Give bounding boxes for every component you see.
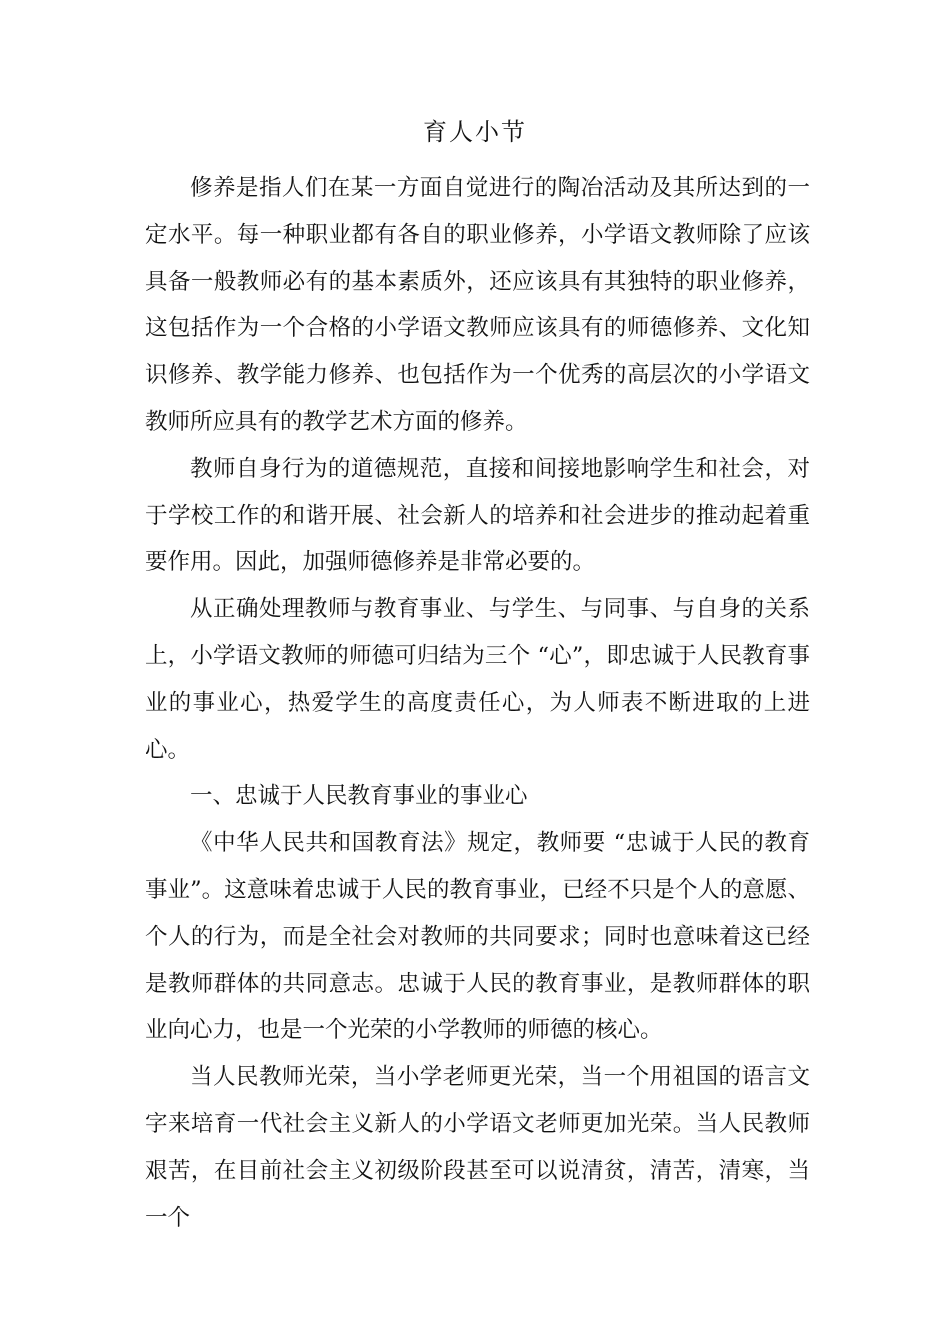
document-title: 育人小节 xyxy=(423,118,527,146)
paragraph-teacher-honor: 当人民教师光荣，当小学老师更光荣，当一个用祖国的语言文字来培育一代社会主义新人的小学语文老师更加光荣。当人民教师艰苦，在目前社会主义初级阶段甚至可以说清贫，清苦，清寒，当一个 xyxy=(145,1064,810,1231)
paragraph-three-hearts: 从正确处理教师与教育事业、与学生、与同事、与自身的关系上，小学语文教师的师德可归结为三个 “心”，即忠诚于人民教育事业的事业心，热爱学生的高度责任心，为人师表不断进取的上进心。 xyxy=(145,596,810,763)
paragraph-education-law: 《中华人民共和国教育法》规定，教师要 “忠诚于人民的教育事业”。这意味着忠诚于人民的教育事业，已经不只是个人的意愿、个人的行为，而是全社会对教师的共同要求；同时也意味着这已经是教师群体的共同意志。忠诚于人民的教育事业，是教师群体的职业向心力，也是一个光荣的小学教师的师德的核心。 xyxy=(145,830,810,1044)
section-heading-dedication: 一、忠诚于人民教育事业的事业心 xyxy=(190,783,528,810)
document-body xyxy=(145,165,810,1241)
paragraph-cultivation-definition: 修养是指人们在某一方面自觉进行的陶冶活动及其所达到的一定水平。每一种职业都有各自的职业修养，小学语文教师除了应该具备一般教师必有的基本素质外，还应该具有其独特的职业修养，这包括作为一个合格的小学语文教师应该具有的师德修养、文化知识修养、教学能力修养、也包括作为一个优秀的高层次的小学语文教师所应具有的教学艺术方面的修养。 xyxy=(145,175,810,435)
paragraph-teacher-conduct: 教师自身行为的道德规范，直接和间接地影响学生和社会，对于学校工作的和谐开展、社会新人的培养和社会进步的推动起着重要作用。因此，加强师德修养是非常必要的。 xyxy=(145,455,810,576)
